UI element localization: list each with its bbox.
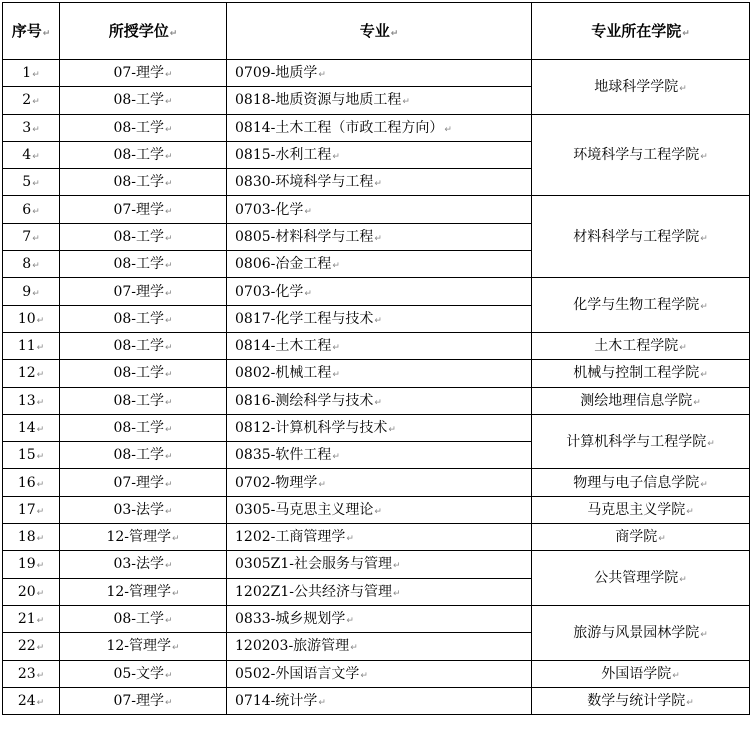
row-num: 7↵ bbox=[3, 223, 60, 250]
row-num: 18↵ bbox=[3, 524, 60, 551]
row-num: 6↵ bbox=[3, 196, 60, 223]
table-row bbox=[3, 278, 750, 305]
row-num: 10↵ bbox=[3, 305, 60, 332]
table-row bbox=[3, 687, 750, 714]
row-num: 11↵ bbox=[3, 332, 60, 359]
row-major: 120203-旅游管理↵ bbox=[227, 633, 532, 660]
row-degree: 07-理学↵ bbox=[60, 687, 227, 714]
row-major: 0502-外国语言文学↵ bbox=[227, 660, 532, 687]
row-num: 3↵ bbox=[3, 114, 60, 141]
row-college: 马克思主义学院↵ bbox=[532, 496, 750, 523]
row-major: 0802-机械工程↵ bbox=[227, 360, 532, 387]
header-degree: 所授学位↵ bbox=[60, 3, 227, 60]
table-row bbox=[3, 332, 750, 359]
row-degree: 08-工学↵ bbox=[60, 169, 227, 196]
header-num: 序号↵ bbox=[3, 3, 60, 60]
row-num: 14↵ bbox=[3, 414, 60, 441]
row-major: 0305Z1-社会服务与管理↵ bbox=[227, 551, 532, 578]
row-degree: 08-工学↵ bbox=[60, 223, 227, 250]
row-degree: 12-管理学↵ bbox=[60, 578, 227, 605]
row-num: 8↵ bbox=[3, 251, 60, 278]
header-college: 专业所在学院↵ bbox=[532, 3, 750, 60]
row-major: 0703-化学↵ bbox=[227, 196, 532, 223]
row-degree: 08-工学↵ bbox=[60, 360, 227, 387]
row-degree: 08-工学↵ bbox=[60, 141, 227, 168]
row-degree: 12-管理学↵ bbox=[60, 524, 227, 551]
row-college: 商学院↵ bbox=[532, 524, 750, 551]
row-num: 4↵ bbox=[3, 141, 60, 168]
row-degree: 05-文学↵ bbox=[60, 660, 227, 687]
header-row bbox=[3, 3, 750, 60]
row-major: 0814-土木工程↵ bbox=[227, 332, 532, 359]
row-num: 22↵ bbox=[3, 633, 60, 660]
row-college: 测绘地理信息学院↵ bbox=[532, 387, 750, 414]
row-degree: 08-工学↵ bbox=[60, 114, 227, 141]
row-degree: 12-管理学↵ bbox=[60, 633, 227, 660]
row-degree: 07-理学↵ bbox=[60, 278, 227, 305]
row-degree: 03-法学↵ bbox=[60, 496, 227, 523]
table-row bbox=[3, 496, 750, 523]
majors-table bbox=[2, 2, 750, 715]
row-major: 0709-地质学↵ bbox=[227, 60, 532, 87]
row-degree: 07-理学↵ bbox=[60, 60, 227, 87]
row-college: 材料科学与工程学院↵ bbox=[532, 196, 750, 278]
row-college: 外国语学院↵ bbox=[532, 660, 750, 687]
row-num: 15↵ bbox=[3, 442, 60, 469]
row-major: 0833-城乡规划学↵ bbox=[227, 605, 532, 632]
row-num: 20↵ bbox=[3, 578, 60, 605]
row-num: 23↵ bbox=[3, 660, 60, 687]
row-college: 环境科学与工程学院↵ bbox=[532, 114, 750, 196]
row-degree: 08-工学↵ bbox=[60, 387, 227, 414]
row-college: 化学与生物工程学院↵ bbox=[532, 278, 750, 333]
row-degree: 08-工学↵ bbox=[60, 332, 227, 359]
row-num: 16↵ bbox=[3, 469, 60, 496]
row-major: 0830-环境科学与工程↵ bbox=[227, 169, 532, 196]
row-num: 17↵ bbox=[3, 496, 60, 523]
row-num: 2↵ bbox=[3, 87, 60, 114]
row-college: 数学与统计学院↵ bbox=[532, 687, 750, 714]
row-major: 0714-统计学↵ bbox=[227, 687, 532, 714]
table-row bbox=[3, 360, 750, 387]
row-college: 物理与电子信息学院↵ bbox=[532, 469, 750, 496]
row-college: 旅游与风景园林学院↵ bbox=[532, 605, 750, 660]
table-row bbox=[3, 551, 750, 578]
table-body bbox=[3, 60, 750, 715]
row-degree: 08-工学↵ bbox=[60, 87, 227, 114]
table-row bbox=[3, 660, 750, 687]
row-major: 0703-化学↵ bbox=[227, 278, 532, 305]
row-num: 21↵ bbox=[3, 605, 60, 632]
row-major: 0806-冶金工程↵ bbox=[227, 251, 532, 278]
row-degree: 08-工学↵ bbox=[60, 305, 227, 332]
row-major: 0818-地质资源与地质工程↵ bbox=[227, 87, 532, 114]
row-major: 0814-土木工程（市政工程方向）↵ bbox=[227, 114, 532, 141]
row-degree: 07-理学↵ bbox=[60, 196, 227, 223]
row-num: 1↵ bbox=[3, 60, 60, 87]
row-college: 公共管理学院↵ bbox=[532, 551, 750, 606]
row-degree: 07-理学↵ bbox=[60, 469, 227, 496]
row-college: 地球科学学院↵ bbox=[532, 60, 750, 115]
table-row bbox=[3, 114, 750, 141]
table-row bbox=[3, 469, 750, 496]
row-major: 0815-水利工程↵ bbox=[227, 141, 532, 168]
row-major: 0816-测绘科学与技术↵ bbox=[227, 387, 532, 414]
row-degree: 08-工学↵ bbox=[60, 251, 227, 278]
row-num: 19↵ bbox=[3, 551, 60, 578]
row-degree: 08-工学↵ bbox=[60, 442, 227, 469]
row-college: 计算机科学与工程学院↵ bbox=[532, 414, 750, 469]
row-major: 1202-工商管理学↵ bbox=[227, 524, 532, 551]
row-college: 机械与控制工程学院↵ bbox=[532, 360, 750, 387]
row-degree: 03-法学↵ bbox=[60, 551, 227, 578]
table-row bbox=[3, 196, 750, 223]
row-major: 1202Z1-公共经济与管理↵ bbox=[227, 578, 532, 605]
table-row bbox=[3, 524, 750, 551]
row-major: 0305-马克思主义理论↵ bbox=[227, 496, 532, 523]
row-num: 5↵ bbox=[3, 169, 60, 196]
row-num: 24↵ bbox=[3, 687, 60, 714]
row-major: 0805-材料科学与工程↵ bbox=[227, 223, 532, 250]
row-college: 土木工程学院↵ bbox=[532, 332, 750, 359]
header-major: 专业↵ bbox=[227, 3, 532, 60]
row-major: 0702-物理学↵ bbox=[227, 469, 532, 496]
table-row bbox=[3, 387, 750, 414]
row-num: 13↵ bbox=[3, 387, 60, 414]
table-row bbox=[3, 60, 750, 87]
row-degree: 08-工学↵ bbox=[60, 414, 227, 441]
table-row bbox=[3, 605, 750, 632]
row-major: 0817-化学工程与技术↵ bbox=[227, 305, 532, 332]
row-major: 0812-计算机科学与技术↵ bbox=[227, 414, 532, 441]
row-major: 0835-软件工程↵ bbox=[227, 442, 532, 469]
row-degree: 08-工学↵ bbox=[60, 605, 227, 632]
row-num: 12↵ bbox=[3, 360, 60, 387]
row-num: 9↵ bbox=[3, 278, 60, 305]
table-row bbox=[3, 414, 750, 441]
